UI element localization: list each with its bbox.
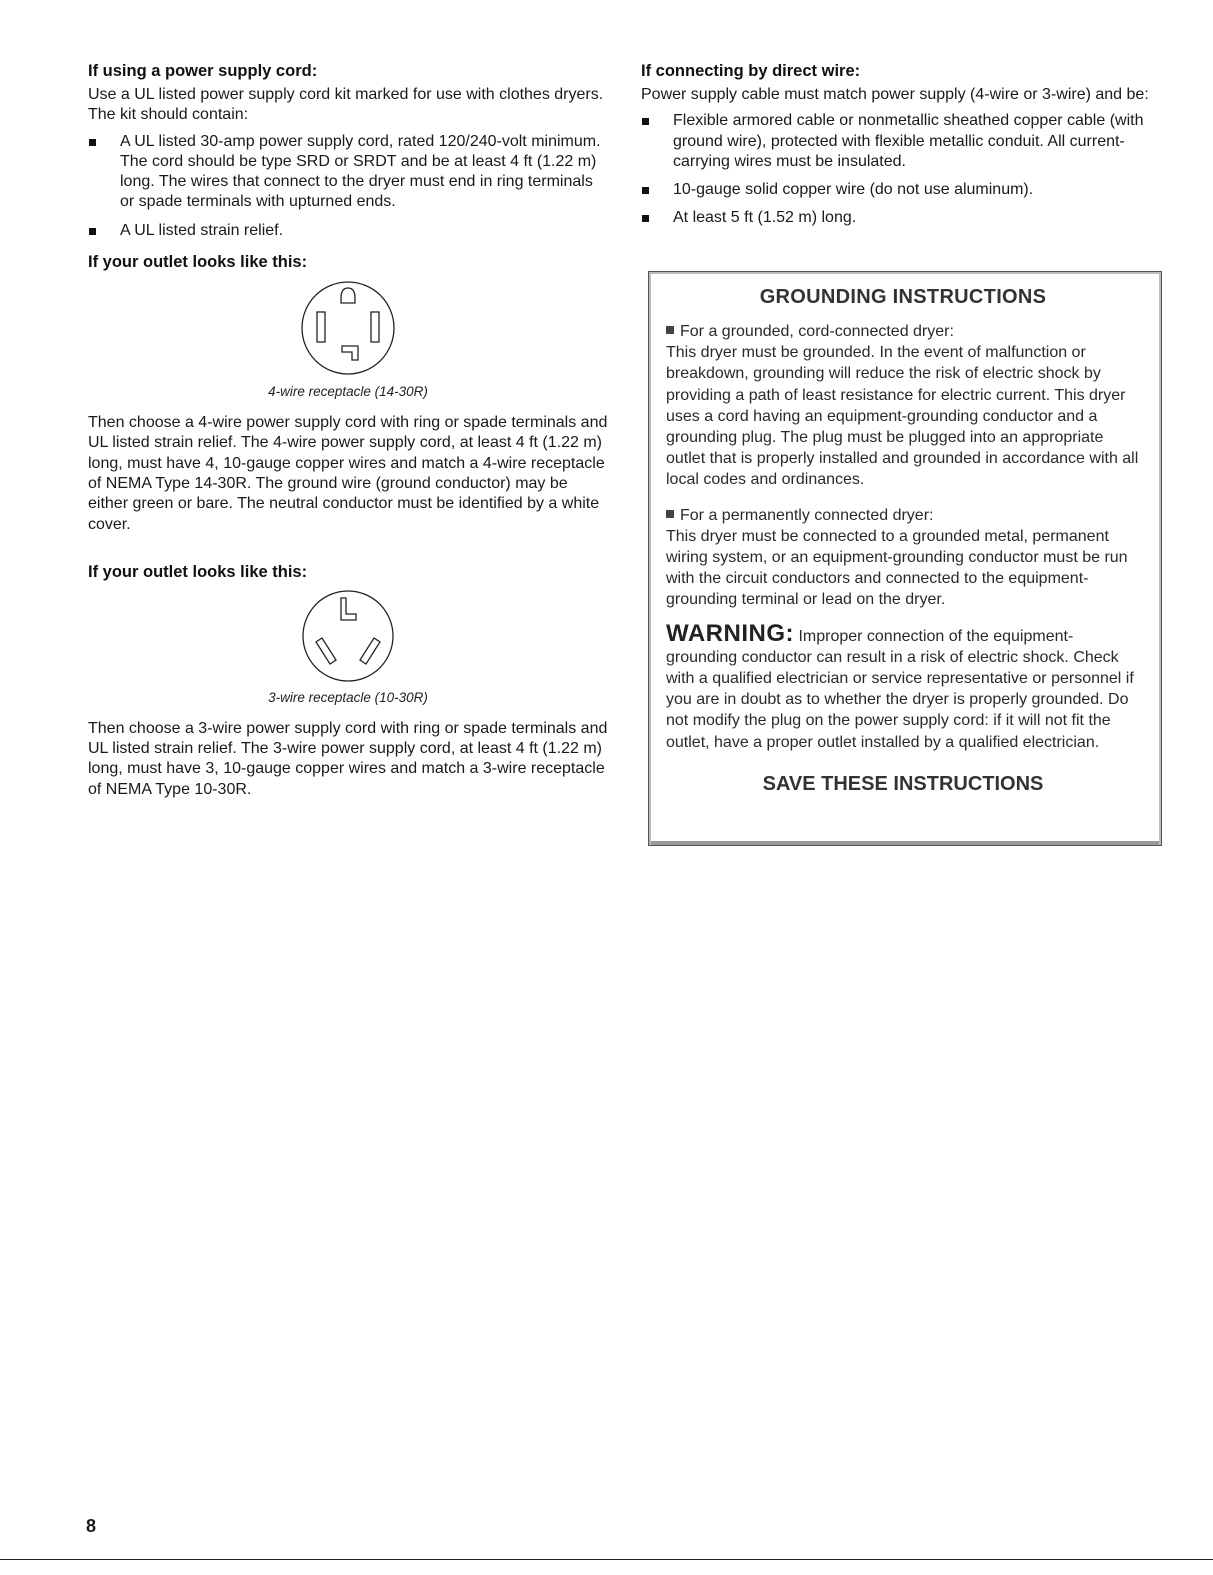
list-item: A UL listed strain relief. (88, 221, 608, 241)
grounding-title: GROUNDING INSTRUCTIONS (759, 286, 1047, 308)
figure-4-wire (88, 278, 608, 399)
warning-paragraph (666, 619, 1140, 753)
outlet-heading-3-wire: If your outlet looks like this: (88, 562, 308, 581)
grounding-item-permanent: For a permanently connected dryer: (666, 505, 1140, 526)
grounding-instructions-box (648, 271, 1162, 846)
bottom-rule (0, 1559, 1213, 1560)
bullet-icon (642, 187, 649, 194)
warning-label: WARNING: (666, 619, 794, 647)
caption-3-wire: 3-wire receptacle (10-30R) (268, 689, 428, 705)
grounding-item-cord: For a grounded, cord-connected dryer: (666, 321, 1140, 342)
bullet-icon (666, 326, 674, 334)
bullet-icon (642, 215, 649, 222)
caption-4-wire: 4-wire receptacle (14-30R) (268, 384, 428, 400)
bullet-icon (642, 118, 649, 125)
outlet-heading-4-wire: If your outlet looks like this: (88, 253, 308, 272)
grounding-text-cord: This dryer must be grounded. In the event of malfunction or breakdown, grounding will reduce the risk of electric shock by providing a path of least resistance for electric current. This dryer uses a cord having an equipment-grounding conductor and a grounding plug. The plug must be plugged into an appropriate outlet that is properly installed and grounded in accordance with all local codes and ordinances. (666, 344, 1139, 489)
direct-wire-list (641, 111, 1166, 228)
4-wire-receptacle-icon (288, 278, 408, 378)
direct-wire-heading: If connecting by direct wire: (641, 62, 861, 80)
list-item: At least 5 ft (1.52 m) long. (641, 208, 1166, 228)
para-4-wire: Then choose a 4-wire power supply cord with ring or spade terminals and UL listed strain relief. The 4-wire power supply cord, at least 4 ft (1.22 m) long, must have 4, 10-gauge copper wires and match a 4-wire receptacle of NEMA Type 14-30R. The ground wire (ground conductor) may be either green or bare. The neutral conductor must be identified by a white cover. (88, 414, 608, 533)
list-item: 10-gauge solid copper wire (do not use aluminum). (641, 180, 1166, 200)
bullet-icon (89, 228, 96, 235)
left-column (88, 62, 608, 800)
direct-wire-intro: Power supply cable must match power supply (4-wire or 3-wire) and be: (641, 86, 1149, 103)
cord-heading: If using a power supply cord: (88, 62, 318, 80)
figure-3-wire (88, 588, 608, 705)
save-instructions-title: SAVE THESE INSTRUCTIONS (762, 772, 1044, 795)
right-column (641, 62, 1166, 237)
cord-kit-list (88, 132, 608, 241)
warning-text: Improper connection of the equipment-grounding conductor can result in a risk of electric shock. Check with a qualified electrician or service representative or personnel if you are in doubt as to whether the dryer is properly grounded. Do not modify the plug on the power supply cord: if it will not fit the outlet, have a proper outlet installed by a qualified electrician. (666, 627, 1134, 751)
cord-intro: Use a UL listed power supply cord kit marked for use with clothes dryers. The kit should contain: (88, 86, 604, 124)
bullet-icon (89, 139, 96, 146)
bullet-icon (666, 510, 674, 518)
list-item: A UL listed 30-amp power supply cord, rated 120/240-volt minimum. The cord should be type SRD or SRDT and be at least 4 ft (1.22 m) long. The wires that connect to the dryer must end in ring terminals or spade terminals with upturned ends. (88, 132, 608, 213)
para-3-wire: Then choose a 3-wire power supply cord with ring or spade terminals and UL listed strain relief. The 3-wire power supply cord, at least 4 ft (1.22 m) long, must have 3, 10-gauge copper wires and match a 3-wire receptacle of NEMA Type 10-30R. (88, 719, 608, 798)
page-number: 8 (86, 1516, 97, 1536)
grounding-text-permanent: This dryer must be connected to a grounded metal, permanent wiring system, or an equipment-grounding conductor must be run with the circuit conductors and connected to the equipment-grounding terminal or lead on the dryer. (666, 527, 1128, 609)
list-item: Flexible armored cable or nonmetallic sheathed copper cable (with ground wire), protected with flexible metallic conduit. All current-carrying wires must be insulated. (641, 111, 1166, 172)
3-wire-receptacle-icon (288, 588, 408, 684)
